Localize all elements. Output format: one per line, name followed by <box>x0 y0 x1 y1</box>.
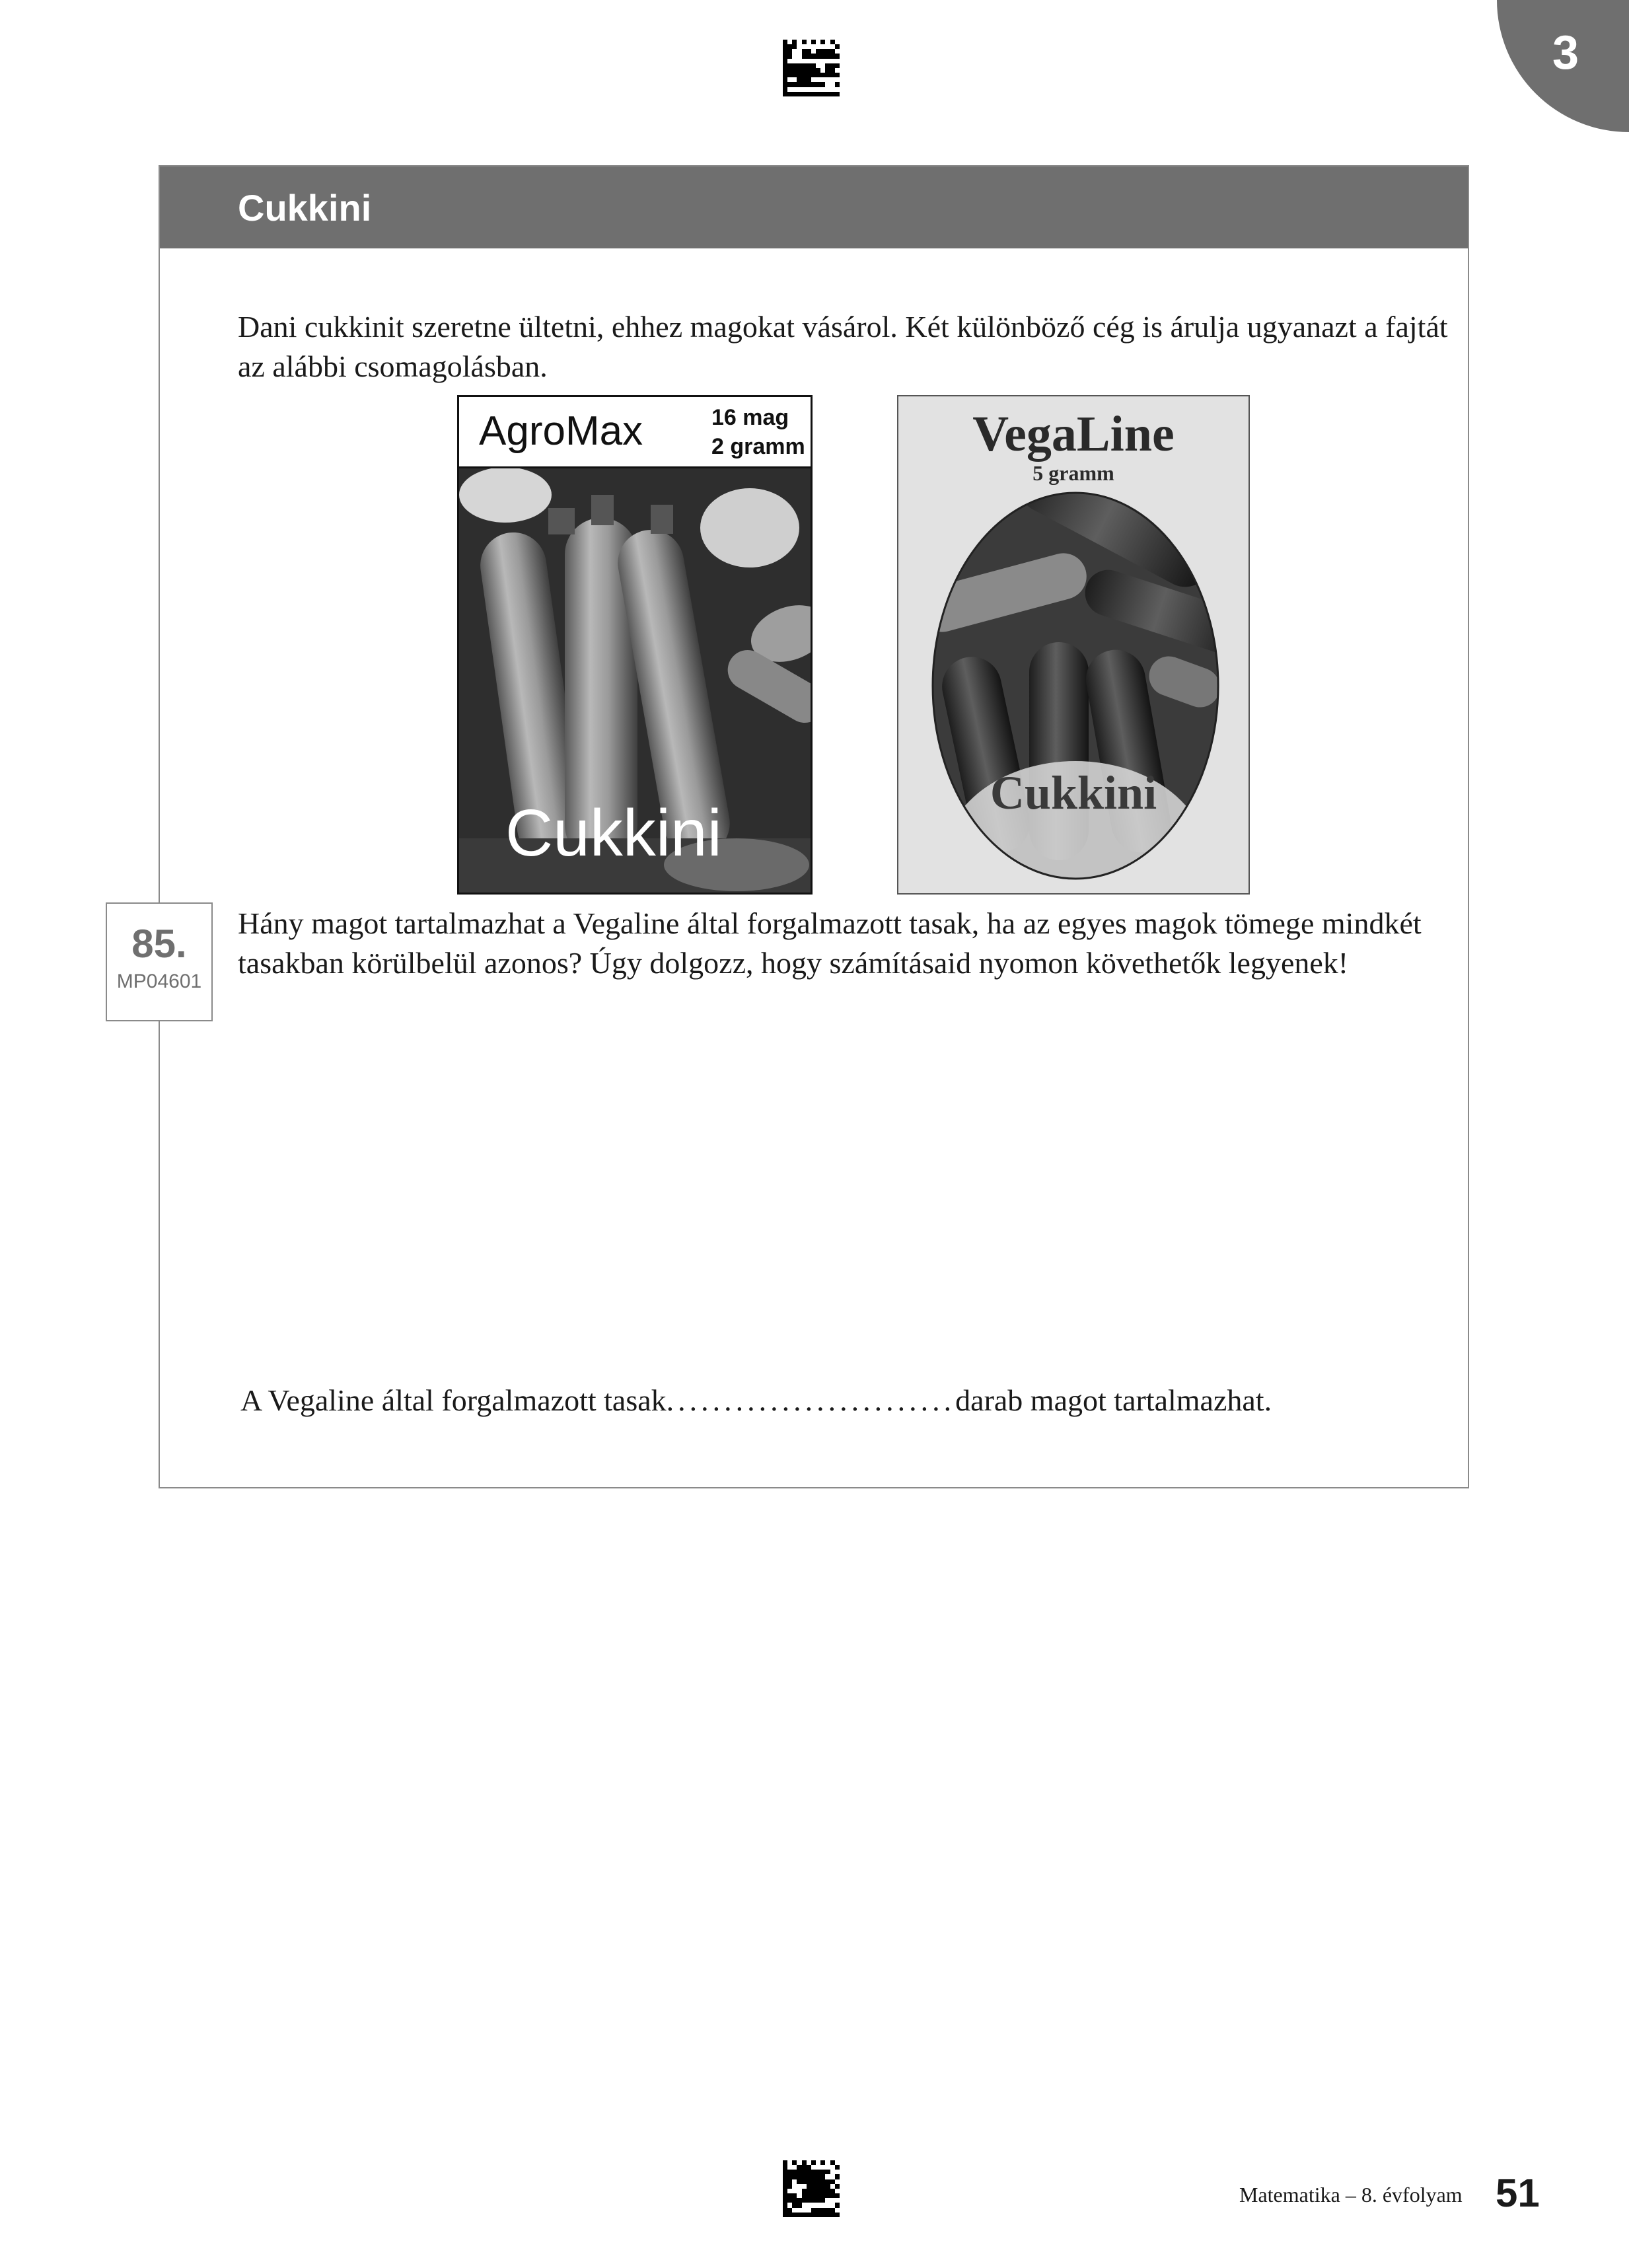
page-number: 51 <box>1496 2171 1540 2215</box>
agromax-seed-count: 16 mag <box>711 405 789 430</box>
chapter-number: 3 <box>1552 26 1579 79</box>
answer-suffix: darab magot tartalmazhat. <box>955 1383 1272 1417</box>
datamatrix-code-top <box>783 40 840 96</box>
item-code: MP04601 <box>116 970 202 992</box>
agromax-weight: 2 gramm <box>711 434 805 459</box>
agromax-brand: AgroMax <box>479 408 643 454</box>
vegaline-brand: VegaLine <box>972 406 1175 462</box>
answer-line <box>240 1381 1272 1420</box>
vegaline-seed-packet <box>897 395 1250 895</box>
task-intro-text: Dani cukkinit szeretne ültetni, ehhez magokat vásárol. Két különböző cég is árulja ugyanazt a fajtát az alábbi csomagolásban. <box>238 310 1448 383</box>
footer-subject: Matematika – 8. évfolyam <box>1239 2183 1463 2207</box>
item-number: 85. <box>131 922 187 966</box>
agromax-product-name: Cukkini <box>505 796 722 870</box>
answer-prefix: A Vegaline által forgalmazott tasak <box>240 1383 667 1417</box>
vegaline-weight: 5 gramm <box>1032 461 1114 485</box>
vegaline-product-name: Cukkini <box>990 766 1157 819</box>
agromax-label-strip <box>459 397 811 468</box>
task-title: Cukkini <box>238 187 372 229</box>
agromax-seed-packet <box>457 395 813 895</box>
datamatrix-code-bottom <box>783 2160 840 2217</box>
item-code-box <box>106 902 213 1021</box>
task-question: Hány magot tartalmazhat a Vegaline által forgalmazott tasak, ha az egyes magok tömege mindkét tasakban körülbelül azonos? Úgy dolgozz, hogy számításaid nyomon követhetők legyenek! <box>238 906 1422 980</box>
answer-blank[interactable]: ......................... <box>666 1383 956 1417</box>
zucchini-photo-vegaline <box>930 490 1221 881</box>
